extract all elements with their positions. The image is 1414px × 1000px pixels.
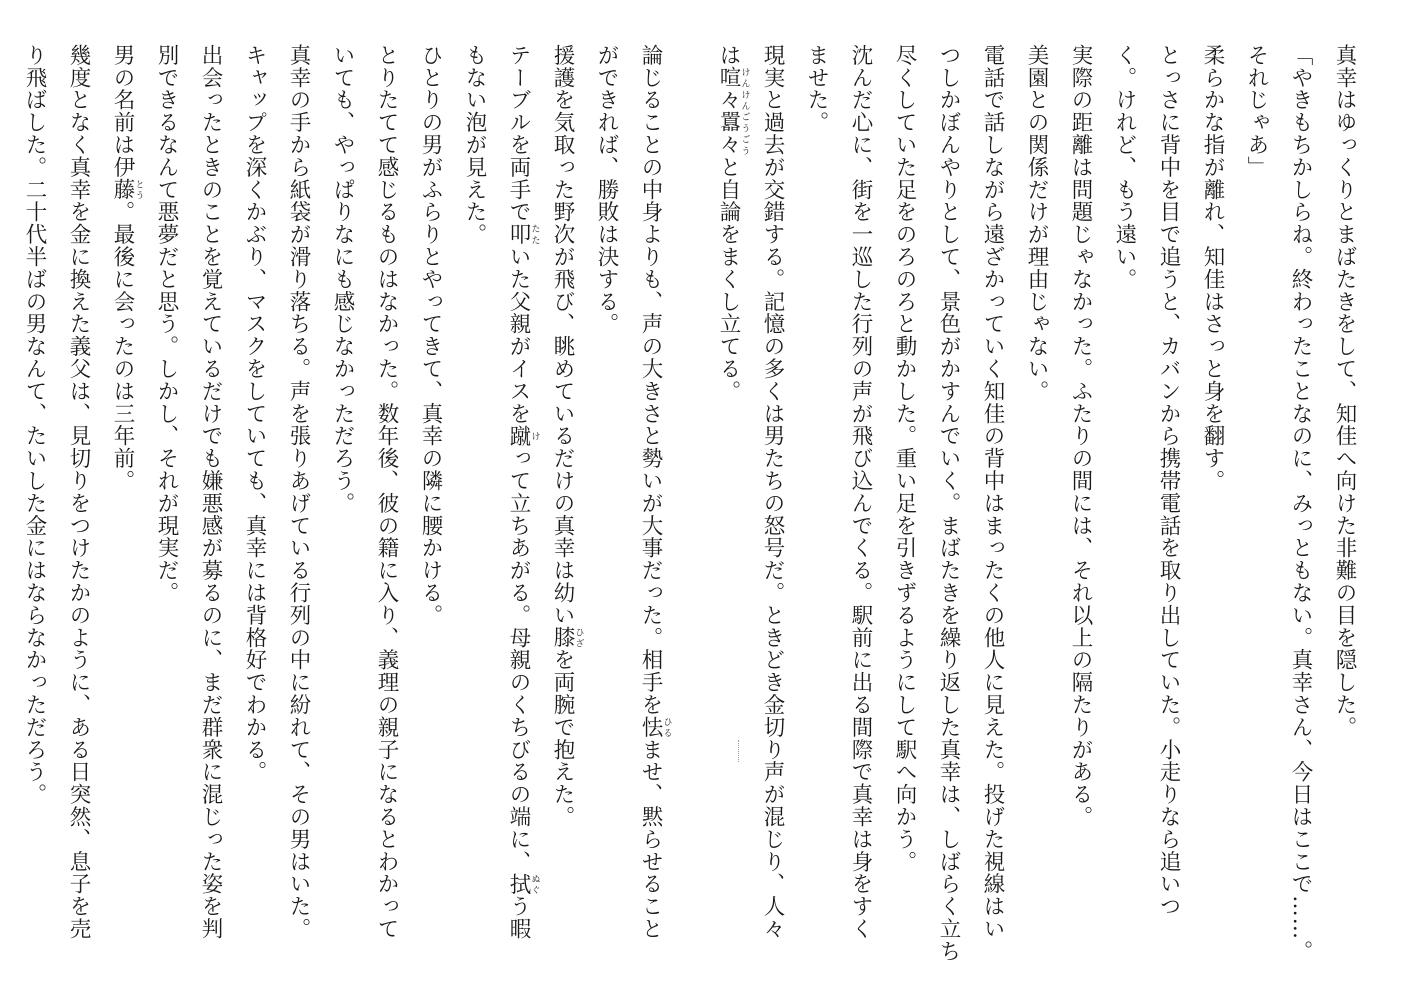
ruby-annotation [638,716,672,739]
text-line: 美園との関係だけが理由じゃない。 [1024,44,1049,403]
ruby-reading: けんけんごうごう [739,66,750,157]
page-gutter-mark [738,740,741,762]
text-line: 電話で話しながら遠ざかっていく知佳の背中はまったくの他人に見えた。投げた視線はい [980,44,1005,940]
ruby-annotation [716,66,750,157]
text-line: とりたてて感じるものはなかった。数年後、彼の籍に入り、義理の親子になるとわかって [374,44,399,940]
text-line: つしかぼんやりとして、景色がかすんでいく。まばたきを繰り返した真幸は、しばらく立ち [936,44,961,963]
text-fragment: 現実と過去が交錯する。記憶の多くは男たちの怒号だ。ときどき金切り声が混じり、人々 [760,44,785,940]
ruby-base: 藤 [110,178,135,201]
text-line: 尽くしていた足をのろのろと動かした。重い足を引きずるようにして駅へ向かう。 [892,44,917,873]
ruby-base: 膝 [550,626,575,649]
ruby-base: 喧々囂々 [716,66,741,157]
ruby-reading: とう [133,178,144,201]
ruby-base: 蹴 [506,424,531,448]
text-line: それじゃあ」 [1244,44,1269,179]
text-line: ひとりの男がふらりとやってきて、真幸の隣に腰かける。 [418,44,443,627]
text-line [100,44,144,964]
text-line: 真幸はゆっくりとまばたきをして、知佳へ向けた非難の目を隠した。 [1332,44,1357,739]
ruby-base: 怯 [638,716,663,739]
ruby-annotation [506,872,540,896]
text-line [706,44,750,964]
ruby-annotation [506,223,540,246]
text-line: り飛ばした。二十代半ばの男なんて、たいした金にはならなかっただろう。 [22,44,47,806]
text-fragment: 。最後に会ったのは三年前。 [110,200,135,493]
ruby-annotation [550,626,584,649]
text-line: いても、やっぱりなにも感じなかっただろう。 [330,44,355,515]
right-page-text [716,44,1366,964]
text-fragment: いた父親がイスを [506,245,531,425]
text-fragment: 援護を気取った野次が飛び、眺めているだけの真幸は幼い [550,44,575,627]
text-line: もない泡が見えた。 [462,44,487,246]
text-line: 柔らかな指が離れ、知佳はさっと身を翻す。 [1200,44,1225,492]
text-fragment: って立ちあがる。母親のくちびるの端に、 [506,447,531,873]
text-fragment: 男の名前は伊 [110,44,135,179]
text-line: く。けれど、もう遠い。 [1112,44,1137,291]
ruby-reading: け [529,424,540,448]
text-line: とっさに背中を目で追うと、カバンから携帯電話を取り出していた。小走りなら追いつ [1156,44,1181,918]
text-line: 幾度となく真幸を金に換えた義父は、見切りをつけたかのように、ある日突然、息子を売 [66,44,91,940]
text-line: 「やきもちかしらね。終わったことなのに、みっともない。真幸さん、今日はここで……。 [1288,44,1313,963]
ruby-annotation [506,424,540,448]
text-line: ができれば、勝敗は決する。 [594,44,619,336]
ruby-reading: ぬぐ [529,872,540,896]
left-page-text [22,44,672,964]
ruby-reading: ひざ [573,626,584,649]
text-line: 実際の距離は問題じゃなかった。ふたりの間には、それ以上の隔たりがある。 [1068,44,1093,828]
text-line: ませた。 [804,44,829,134]
text-fragment: 論じることの中身よりも、声の大きさと勢いが大事だった。相手を [638,44,663,716]
text-line [628,44,672,964]
text-line: 出会ったときのことを覚えているだけでも嫌悪感が募るのに、まだ群衆に混じった姿を判 [198,44,223,940]
text-line: 沈んだ心に、街を一巡した行列の声が飛び込んでくる。駅前に出る間際で真幸は身をすく [848,44,873,940]
text-fragment: は [716,44,741,67]
text-fragment: と自論をまくし立てる。 [716,156,741,403]
text-line [496,44,540,964]
text-line: キャップを深くかぶり、マスクをしていても、真幸には背格好でわかる。 [242,44,267,784]
text-fragment: を両腕で抱えた。 [550,648,575,829]
text-fragment: ませ、黙らせること [638,738,663,941]
text-line: 真幸の手から紙袋が滑り落ちる。声を張りあげている行列の中に紛れて、その男はいた。 [286,44,311,940]
ruby-annotation [110,178,144,201]
ruby-base: 叩 [506,223,531,246]
ruby-reading: ひる [661,716,672,739]
text-line [540,44,584,964]
ruby-base: 拭 [506,872,531,896]
text-fragment: う暇 [506,895,531,941]
ruby-reading: たた [529,223,540,246]
text-fragment: テーブルを両手で [506,44,531,224]
text-line [750,44,794,964]
text-line: 別できるなんて悪夢だと思う。しかし、それが現実だ。 [154,44,179,604]
